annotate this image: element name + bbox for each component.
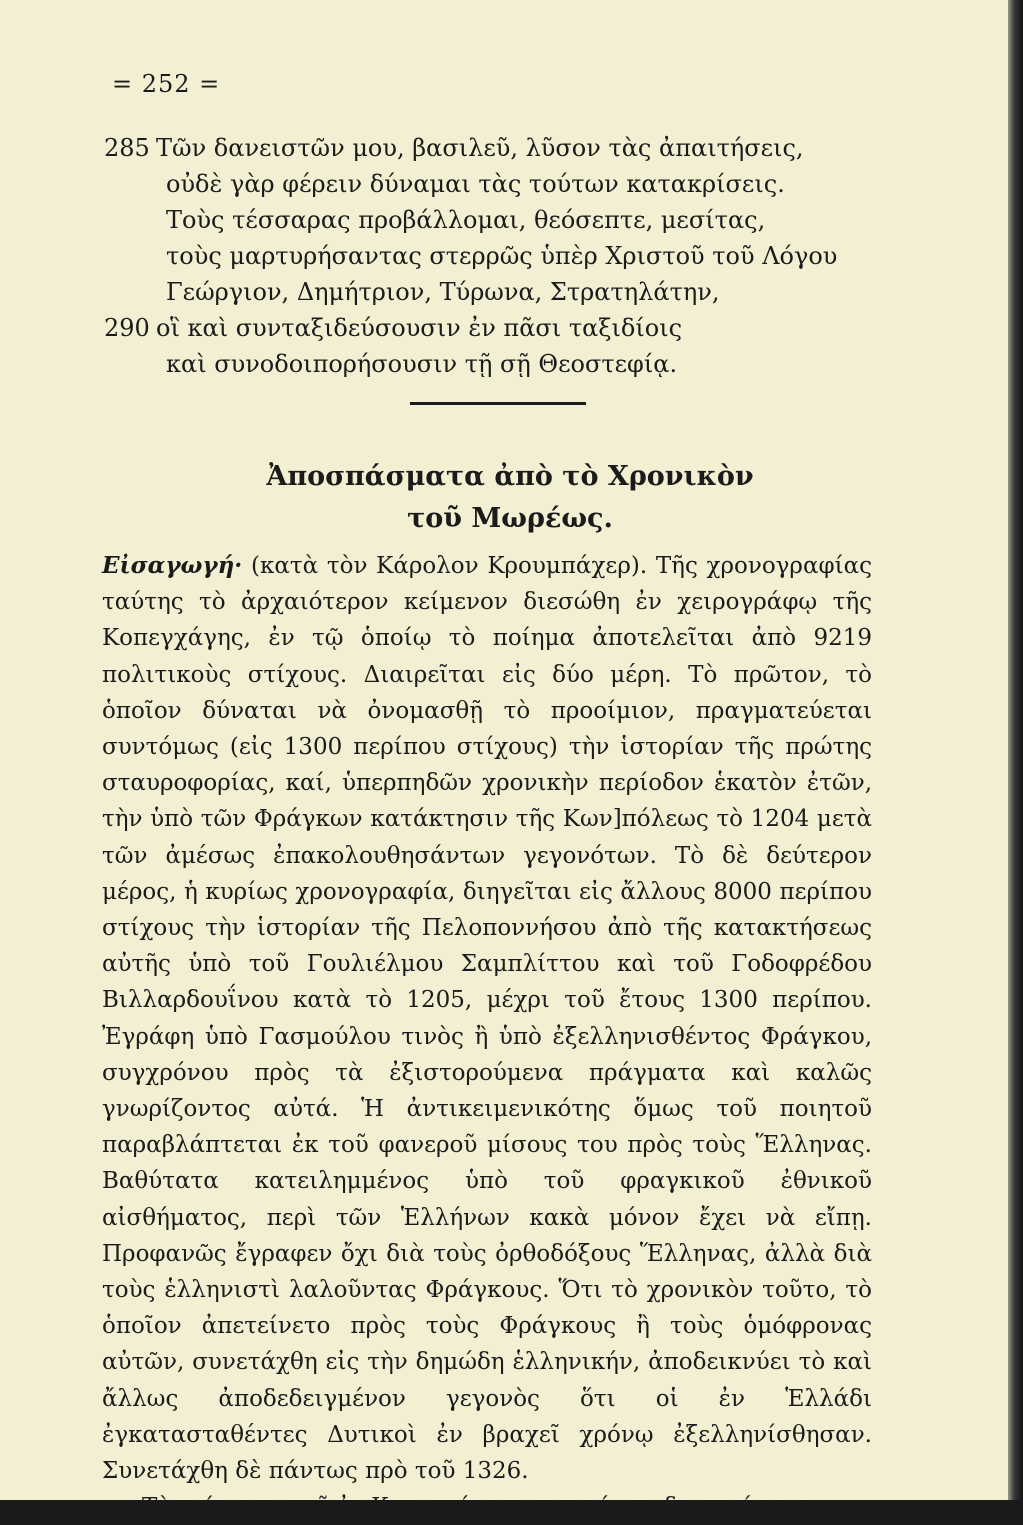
introduction-paragraph-text: (κατὰ τὸν Κάρολον Κρουμπάχερ). Τῆς χρονογραφίας ταύτης τὸ ἀρχαιότερον κείμενον διεσώθη ἐν χειρογράφῳ τῆς Κοπεγχάγης, ἐν τῷ ὁποίῳ τὸ ποίημα ἀποτελεῖται ἀπὸ 9219 πολιτικοὺς στίχους. Διαιρεῖται εἰς δύο μέρη. Τὸ πρῶτον, τὸ ὁποῖον δύναται νὰ ὀνομασθῇ τὸ προοίμιον, πραγματεύεται συντόμως (εἰς 1300 περίπου στίχους) τὴν ἱστορίαν τῆς πρώτης σταυροφορίας, καί, ὑπερπηδῶν χρονικὴν περίοδον ἑκατὸν ἐτῶν, τὴν ὑπὸ τῶν Φράγκων κατάκτησιν τῆς Κων]πόλεως τὸ 1204 μετὰ τῶν ἀμέσως ἐπακολουθησάντων γεγονότων. Τὸ δὲ δεύτερον μέρος, ἡ κυρίως χρονογραφία, διηγεῖται εἰς ἄλλους 8000 περίπου στίχους τὴν ἱστορίαν τῆς Πελοποννήσου ἀπὸ τῆς κατακτήσεως αὐτῆς ὑπὸ τοῦ Γουλιέλμου Σαμπλίττου καὶ τοῦ Γοδοφρέδου Βιλλαρδουΐνου κατὰ τὸ 1205, μέχρι τοῦ ἔτους 1300 περίπου. Ἐγράφη ὑπὸ Γασμούλου τινὸς ἢ ὑπὸ ἐξελληνισθέντος Φράγκου, συγχρόνου πρὸς τὰ ἐξιστορούμενα πράγματα καὶ καλῶς γνωρίζοντος αὐτά. Ἡ ἀντικειμενικότης ὅμως τοῦ ποιητοῦ παραβλάπτεται ἐκ τοῦ φανεροῦ μίσους του πρὸς τοὺς Ἕλληνας. Βαθύτατα κατειλημμένος ὑπὸ τοῦ φραγκικοῦ ἐθνικοῦ αἰσθήματος, περὶ τῶν Ἑλλήνων κακὰ μόνον ἔχει νὰ εἴπῃ. Προφανῶς ἔγραφεν ὄχι διὰ τοὺς ὀρθοδόξους Ἕλληνας, ἀλλὰ διὰ τοὺς ἑλληνιστὶ λαλοῦντας Φράγκους. Ὅτι τὸ χρονικὸν τοῦτο, τὸ ὁποῖον ἀπετείνετο πρὸς τοὺς Φράγκους ἢ τοὺς ὁμόφρονας αὐτῶν, συνετάχθη εἰς τὴν δημώδη ἑλληνικήν, ἀποδεικνύει τὸ καὶ ἄλλως ἀποδεδειγμένον γεγονὸς ὅτι οἱ ἐν Ἑλλάδι ἐγκατασταθέντες Δυτικοὶ ἐν βραχεῖ χρόνῳ ἐξελληνίσθησαν. Συνετάχθη δὲ πάντως πρὸ τοῦ 1326.: [102, 553, 873, 1485]
section-heading-line-1: Ἀποσπάσματα ἀπὸ τὸ Χρονικὸν: [266, 461, 754, 492]
verse-line: [104, 274, 884, 310]
introduction-paragraph: [102, 548, 872, 1489]
scan-edge: [1008, 0, 1023, 1500]
section-divider: [410, 402, 586, 405]
verse-text: οἳ καὶ συνταξιδεύσουσιν ἐν πᾶσι ταξιδίοις: [156, 314, 683, 342]
verse-text: Τῶν δανειστῶν μου, βασιλεῦ, λῦσον τὰς ἀπαιτήσεις,: [156, 134, 804, 162]
verse-number: 290: [104, 314, 150, 342]
verse-text: τοὺς μαρτυρήσαντας στερρῶς ὑπὲρ Χριστοῦ τοῦ Λόγου: [166, 242, 838, 270]
verse-line: [104, 166, 884, 202]
verse-line: [104, 130, 884, 166]
verse-line: [104, 346, 884, 382]
verse-line: [104, 238, 884, 274]
verse-line: [104, 310, 884, 346]
introduction-text: [102, 548, 872, 1525]
page-number: = 252 =: [112, 70, 221, 98]
section-heading-line-2: τοῦ Μωρέως.: [407, 503, 613, 534]
poem-verses: [104, 130, 884, 382]
introduction-label: Εἰσαγωγή·: [102, 552, 243, 579]
verse-line: [104, 202, 884, 238]
section-heading: [200, 456, 820, 540]
verse-text: Γεώργιον, Δημήτριον, Τύρωνα, Στρατηλάτην,: [166, 278, 720, 306]
introduction-paragraph-2: Τὸ κείμενον τοῦ ἐν Κοπεγχάγῃ χειρογράφου διεσκεύασεν: [142, 1494, 812, 1521]
verse-text: οὐδὲ γὰρ φέρειν δύναμαι τὰς τούτων κατακρίσεις.: [166, 170, 785, 198]
verse-text: καὶ συνοδοιπορήσουσιν τῇ σῇ Θεοστεφίᾳ.: [166, 350, 678, 378]
verse-text: Τοὺς τέσσαρας προβάλλομαι, θεόσεπτε, μεσίτας,: [166, 206, 766, 234]
verse-number: 285: [104, 134, 150, 162]
